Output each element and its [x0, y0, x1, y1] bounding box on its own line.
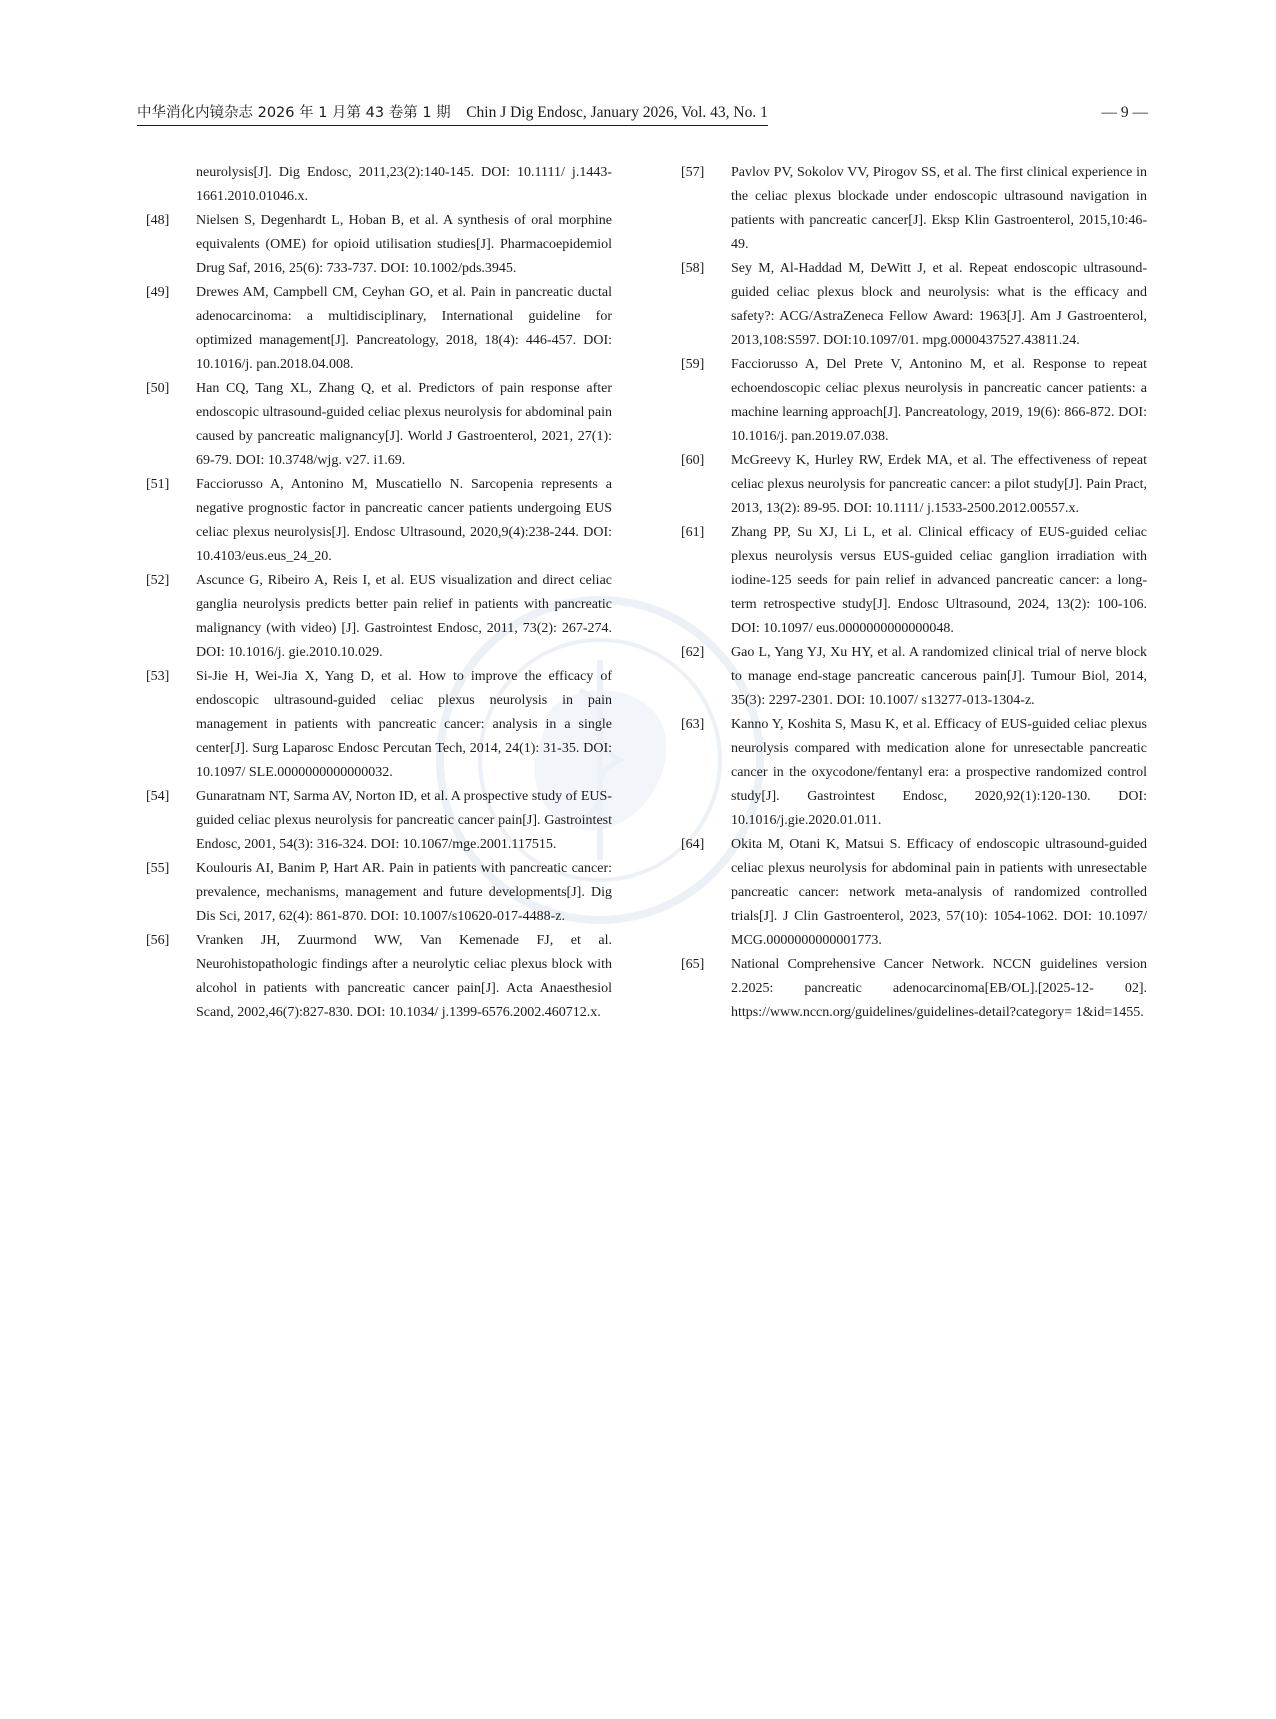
reference-number: [56]: [146, 933, 170, 948]
reference-text: Okita M, Otani K, Matsui S. Efficacy of endoscopic ultrasound-guided celiac plexus neurolysis for abdominal pain in patients with unresectable pancreatic cancer: network meta-analysis of randomized controlled trials[J]. J Clin Gastroenterol, 2023, 57(10): 1054-1062. DOI: 10.1097/ MCG.0000000000001773.: [731, 837, 1147, 948]
reference-text: Pavlov PV, Sokolov VV, Pirogov SS, et al. The first clinical experience in the celiac plexus blockade under endoscopic ultrasound navigation in patients with pancreatic cancer[J]. Eksp Klin Gastroenterol, 2015,10:46-49.: [731, 165, 1147, 252]
reference-text: Ascunce G, Ribeiro A, Reis I, et al. EUS visualization and direct celiac ganglia neurolysis predicts better pain relief in patients with pancreatic malignancy (with video) [J]. Gastrointest Endosc, 2011, 73(2): 267-274. DOI: 10.1016/j. gie.2010.10.029.: [196, 573, 612, 660]
reference-number: [50]: [146, 381, 170, 396]
header-spacer: [455, 104, 463, 121]
reference-59: [681, 353, 1147, 449]
reference-number: [63]: [681, 717, 705, 732]
reference-54: [146, 785, 612, 857]
reference-62: [681, 641, 1147, 713]
reference-63: [681, 713, 1147, 833]
reference-number: [55]: [146, 861, 170, 876]
reference-57: [681, 161, 1147, 257]
reference-text: Facciorusso A, Antonino M, Muscatiello N. Sarcopenia represents a negative prognostic factor in pancreatic cancer patients undergoing EUS celiac plexus neurolysis[J]. Endosc Ultrasound, 2020,9(4):238-244. DOI: 10.4103/eus.eus_24_20.: [196, 477, 612, 564]
reference-49: [146, 281, 612, 377]
reference-number: [54]: [146, 789, 170, 804]
reference-number: [65]: [681, 957, 705, 972]
journal-header: [137, 102, 768, 126]
reference-number: [53]: [146, 669, 170, 684]
references-column-left: [146, 161, 612, 1025]
reference-text: Si-Jie H, Wei-Jia X, Yang D, et al. How to improve the efficacy of endoscopic ultrasound-guided celiac plexus neurolysis in pain management in patients with pancreatic cancer: analysis in a single center[J]. Surg Laparosc Endosc Percutan Tech, 2014, 24(1): 31-35. DOI: 10.1097/ SLE.0000000000000032.: [196, 669, 612, 780]
reference-number: [60]: [681, 453, 705, 468]
reference-55: [146, 857, 612, 929]
reference-text: Vranken JH, Zuurmond WW, Van Kemenade FJ, et al. Neurohistopathologic findings after a neurolytic celiac plexus block with alcohol in patients with pancreatic cancer pain[J]. Acta Anaesthesiol Scand, 2002,46(7):827-830. DOI: 10.1034/ j.1399-6576.2002.460712.x.: [196, 933, 612, 1020]
reference-text: neurolysis[J]. Dig Endosc, 2011,23(2):140-145. DOI: 10.1111/ j.1443-1661.2010.01046.x.: [196, 165, 612, 204]
reference-64: [681, 833, 1147, 953]
reference-text: McGreevy K, Hurley RW, Erdek MA, et al. The effectiveness of repeat celiac plexus neurolysis for pancreatic cancer: a pilot study[J]. Pain Pract, 2013, 13(2): 89-95. DOI: 10.1111/ j.1533-2500.2012.00557.x.: [731, 453, 1147, 516]
reference-number: [48]: [146, 213, 170, 228]
reference-text: Gunaratnam NT, Sarma AV, Norton ID, et al. A prospective study of EUS-guided celiac plexus neurolysis for pancreatic cancer pain[J]. Gastrointest Endosc, 2001, 54(3): 316-324. DOI: 10.1067/mge.2001.117515.: [196, 789, 612, 852]
reference-51: [146, 473, 612, 569]
reference-text: Facciorusso A, Del Prete V, Antonino M, et al. Response to repeat echoendoscopic celiac plexus neurolysis in pancreatic cancer patients: a machine learning approach[J]. Pancreatology, 2019, 19(6): 866-872. DOI: 10.1016/j. pan.2019.07.038.: [731, 357, 1147, 444]
reference-text: Nielsen S, Degenhardt L, Hoban B, et al. A synthesis of oral morphine equivalents (OME) for opioid utilisation studies[J]. Pharmacoepidemiol Drug Saf, 2016, 25(6): 733-737. DOI: 10.1002/pds.3945.: [196, 213, 612, 276]
reference-text: Sey M, Al-Haddad M, DeWitt J, et al. Repeat endoscopic ultrasound-guided celiac plexus block and neurolysis: what is the efficacy and safety?: ACG/AstraZeneca Fellow Award: 1963[J]. Am J Gastroenterol, 2013,108:S597. DOI:10.1097/01. mpg.0000437527.43811.24.: [731, 261, 1147, 348]
reference-53: [146, 665, 612, 785]
reference-text: National Comprehensive Cancer Network. NCCN guidelines version 2.2025: pancreatic adenocarcinoma[EB/OL].[2025-12- 02]. https://www.nccn.org/guidelines/guidelines-detail?category= 1&id=1455.: [731, 957, 1147, 1020]
reference-number: [51]: [146, 477, 170, 492]
journal-title-cn: 中华消化内镜杂志 2026 年 1 月第 43 卷第 1 期: [137, 105, 451, 121]
reference-number: [61]: [681, 525, 705, 540]
reference-number: [62]: [681, 645, 705, 660]
reference-60: [681, 449, 1147, 521]
reference-61: [681, 521, 1147, 641]
reference-continued: [146, 161, 612, 209]
reference-number: [64]: [681, 837, 705, 852]
reference-48: [146, 209, 612, 281]
reference-text: Han CQ, Tang XL, Zhang Q, et al. Predictors of pain response after endoscopic ultrasound-guided celiac plexus neurolysis for abdominal pain caused by pancreatic malignancy[J]. World J Gastroenterol, 2021, 27(1): 69-79. DOI: 10.3748/wjg. v27. i1.69.: [196, 381, 612, 468]
page-number: — 9 —: [1101, 104, 1148, 121]
running-header: [137, 102, 1148, 128]
reference-56: [146, 929, 612, 1025]
reference-number: [57]: [681, 165, 705, 180]
reference-number: [59]: [681, 357, 705, 372]
reference-text: Drewes AM, Campbell CM, Ceyhan GO, et al. Pain in pancreatic ductal adenocarcinoma: a multidisciplinary, International guideline for optimized management[J]. Pancreatology, 2018, 18(4): 446-457. DOI: 10.1016/j. pan.2018.04.008.: [196, 285, 612, 372]
reference-text: Gao L, Yang YJ, Xu HY, et al. A randomized clinical trial of nerve block to manage end-stage pancreatic cancerous pain[J]. Tumour Biol, 2014, 35(3): 2297-2301. DOI: 10.1007/ s13277-013-1304-z.: [731, 645, 1147, 708]
reference-58: [681, 257, 1147, 353]
reference-number: [52]: [146, 573, 170, 588]
reference-number: [58]: [681, 261, 705, 276]
reference-text: Zhang PP, Su XJ, Li L, et al. Clinical efficacy of EUS-guided celiac plexus neurolysis versus EUS-guided celiac ganglion irradiation with iodine-125 seeds for pain relief in advanced pancreatic cancer: a long-term retrospective study[J]. Endosc Ultrasound, 2024, 13(2): 100-106. DOI: 10.1097/ eus.0000000000000048.: [731, 525, 1147, 636]
reference-50: [146, 377, 612, 473]
reference-text: Koulouris AI, Banim P, Hart AR. Pain in patients with pancreatic cancer: prevalence, mechanisms, management and future developments[J]. Dig Dis Sci, 2017, 62(4): 861-870. DOI: 10.1007/s10620-017-4488-z.: [196, 861, 612, 924]
reference-65: [681, 953, 1147, 1025]
journal-title-en: Chin J Dig Endosc, January 2026, Vol. 43, No. 1: [466, 104, 768, 121]
references-column-right: [681, 161, 1147, 1025]
reference-text: Kanno Y, Koshita S, Masu K, et al. Efficacy of EUS-guided celiac plexus neurolysis compared with medication alone for unresectable pancreatic cancer in the oxycodone/fentanyl era: a prospective randomized control study[J]. Gastrointest Endosc, 2020,92(1):120-130. DOI: 10.1016/j.gie.2020.01.011.: [731, 717, 1147, 828]
reference-52: [146, 569, 612, 665]
reference-number: [49]: [146, 285, 170, 300]
